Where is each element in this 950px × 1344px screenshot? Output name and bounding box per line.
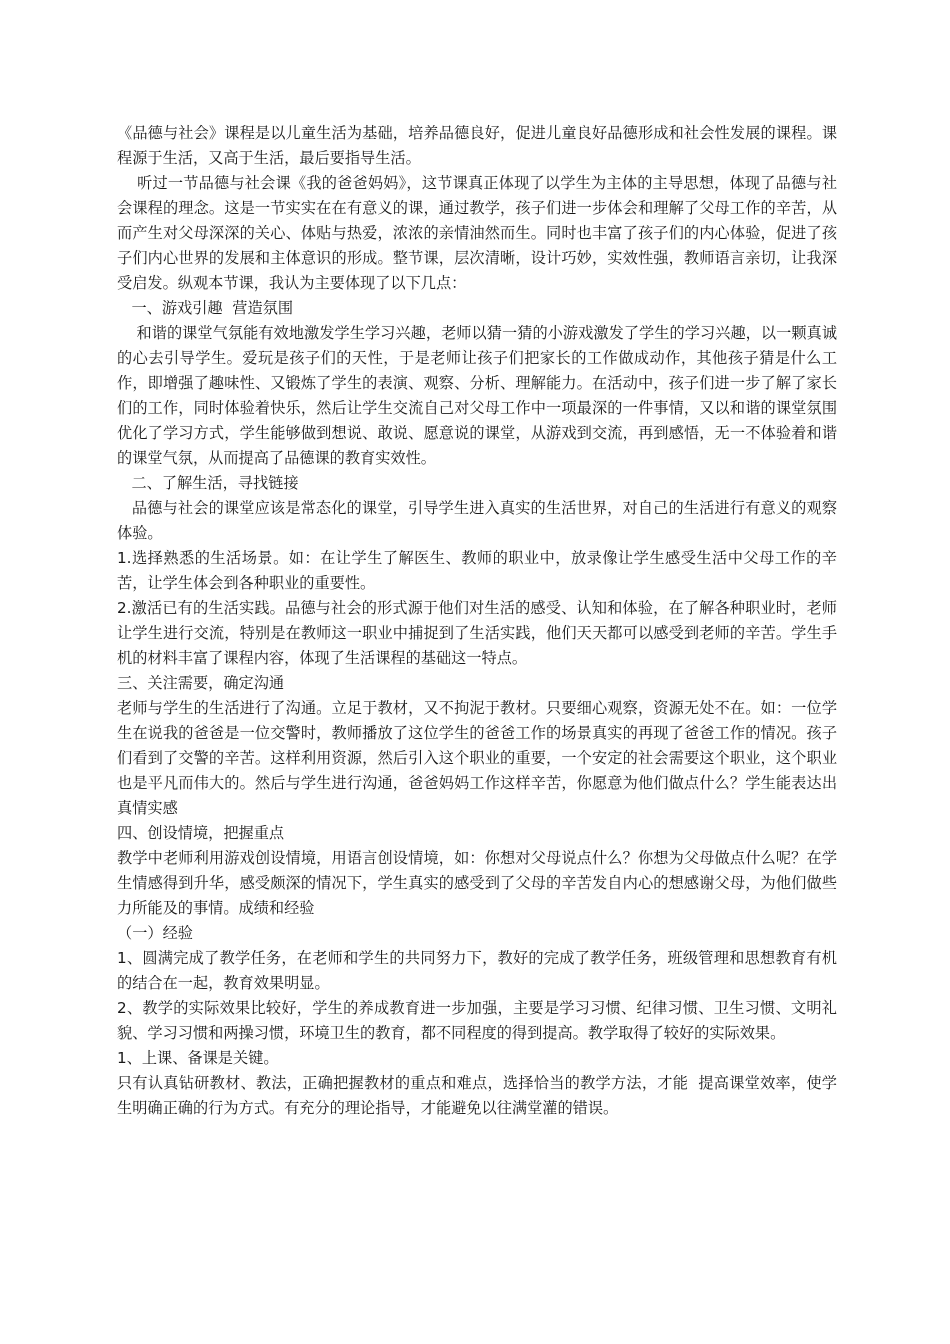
section-4-body: 教学中老师利用游戏创设情境，用语言创设情境，如：你想对父母说点什么？你想为父母做点什么呢？在学生情感得到升华，感受颇深的情况下，学生真实的感受到了父母的辛苦发自内心的想感谢父母，为他们做些力所能及的事情。成绩和经验 bbox=[117, 849, 837, 917]
list-item-2: 2.激活已有的生活实践。品德与社会的形式源于他们对生活的感受、认知和体验，在了解各种职业时，老师让学生进行交流，特别是在教师这一职业中捕捉到了生活实践，他们天天都可以感受到老师的辛苦。学生手机的材料丰富了课程内容，体现了生活课程的基础这一特点。 bbox=[117, 599, 837, 667]
section-2-body: 品德与社会的课堂应该是常态化的课堂，引导学生进入真实的生活世界，对自己的生活进行有意义的观察体验。 bbox=[117, 499, 838, 542]
experience-item-1: 1、圆满完成了教学任务，在老师和学生的共同努力下，教好的完成了教学任务，班级管理和思想教育有机的结合在一起，教育效果明显。 bbox=[117, 949, 837, 992]
document-body bbox=[117, 121, 837, 1121]
section-heading-2: 二、了解生活，寻找链接 bbox=[117, 474, 299, 492]
section-3-body: 老师与学生的生活进行了沟通。立足于教材，又不拘泥于教材。只要细心观察，资源无处不在。如：一位学生在说我的爸爸是一位交警时，教师播放了这位学生的爸爸工作的场景真实的再现了爸爸工作的情况。孩子们看到了交警的辛苦。这样利用资源，然后引入这个职业的重要，一个安定的社会需要这个职业，这个职业也是平凡而伟大的。然后与学生进行沟通，爸爸妈妈工作这样辛苦，你愿意为他们做点什么？学生能表达出真情实感 bbox=[117, 699, 837, 817]
key-point-heading: 1、上课、备课是关键。 bbox=[117, 1049, 279, 1067]
section-heading-3: 三、关注需要，确定沟通 bbox=[117, 674, 285, 692]
lesson-overview-paragraph: 听过一节品德与社会课《我的爸爸妈妈》，这节课真正体现了以学生为主体的主导思想，体现了品德与社会课程的理念。这是一节实实在在有意义的课，通过教学，孩子们进一步体会和理解了父母工作的辛苦，从而产生对父母深深的关心、体贴与热爱，浓浓的亲情油然而生。同时也丰富了孩子们的内心体验，促进了孩子们内心世界的发展和主体意识的形成。整节课，层次清晰，设计巧妙，实效性强，教师语言亲切，让我深受启发。纵观本节课，我认为主要体现了以下几点： bbox=[117, 174, 838, 292]
section-1-body: 和谐的课堂气氛能有效地激发学生学习兴趣，老师以猜一猜的小游戏激发了学生的学习兴趣，以一颗真诚的心去引导学生。爱玩是孩子们的天性，于是老师让孩子们把家长的工作做成动作，其他孩子猜是什么工作，即增强了趣味性、又锻炼了学生的表演、观察、分析、理解能力。在活动中，孩子们进一步了解了家长们的工作，同时体验着快乐，然后让学生交流自己对父母工作中一项最深的一件事情，又以和谐的课堂氛围优化了学习方式，学生能够做到想说、敢说、愿意说的课堂，从游戏到交流，再到感悟，无一不体验着和谐的课堂气氛，从而提高了品德课的教育实效性。 bbox=[117, 324, 838, 467]
section-heading-1: 一、游戏引趣 营造氛围 bbox=[117, 299, 294, 317]
experience-heading: （一）经验 bbox=[117, 924, 193, 942]
list-item-1: 1.选择熟悉的生活场景。如：在让学生了解医生、教师的职业中，放录像让学生感受生活中父母工作的辛苦，让学生体会到各种职业的重要性。 bbox=[117, 549, 837, 592]
intro-paragraph: 《品德与社会》课程是以儿童生活为基础，培养品德良好，促进儿童良好品德形成和社会性发展的课程。课程源于生活，又高于生活，最后要指导生活。 bbox=[117, 124, 837, 167]
section-heading-4: 四、创设情境，把握重点 bbox=[117, 824, 285, 842]
experience-item-2: 2、教学的实际效果比较好，学生的养成教育进一步加强，主要是学习习惯、纪律习惯、卫生习惯、文明礼貌、学习习惯和两操习惯，环境卫生的教育，都不同程度的得到提高。教学取得了较好的实际效果。 bbox=[117, 999, 837, 1042]
key-point-body: 只有认真钻研教材、教法，正确把握教材的重点和难点，选择恰当的教学方法，才能 提高课堂效率，使学生明确正确的行为方式。有充分的理论指导，才能避免以往满堂灌的错误。 bbox=[117, 1074, 837, 1117]
